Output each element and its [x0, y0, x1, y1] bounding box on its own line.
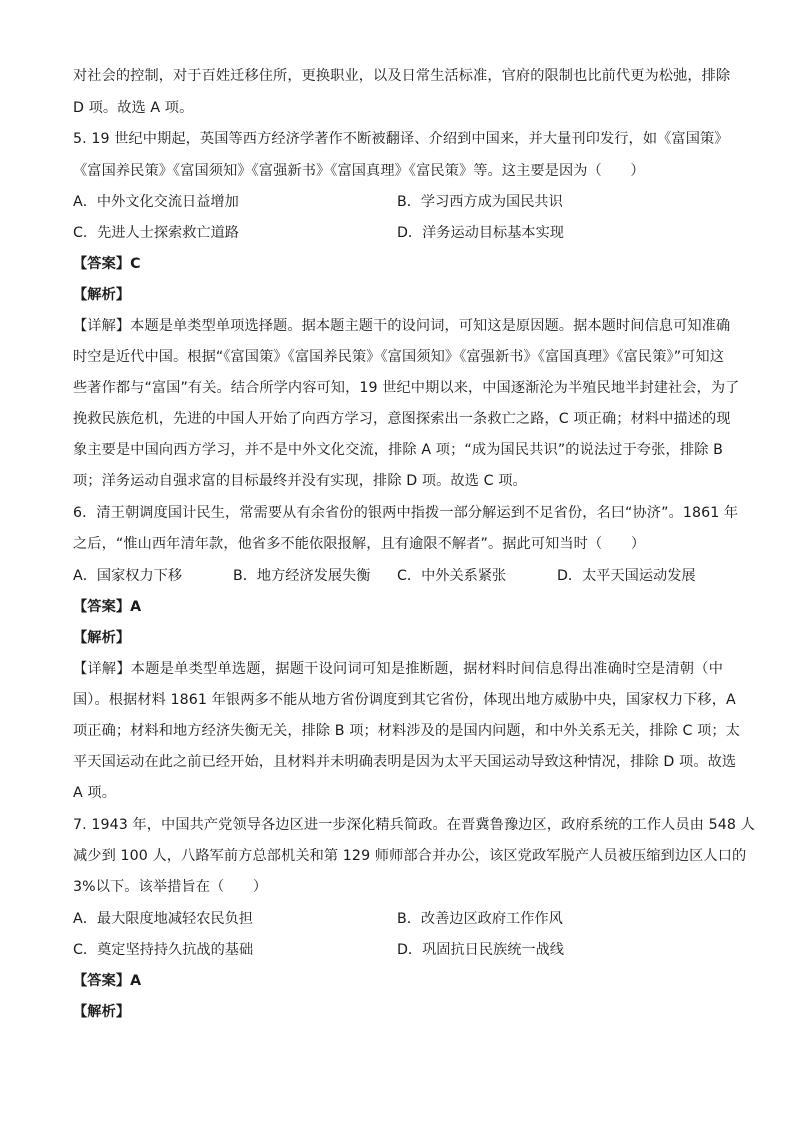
question-6-option-a: A．国家权力下移 [73, 568, 183, 584]
question-5-answer: 【答案】C [73, 256, 141, 272]
question-6-option-c: C．中外关系紧张 [397, 568, 507, 584]
question-6-answer: 【答案】A [73, 599, 142, 615]
question-7-option-c: C．奠定坚持持久抗战的基础 [73, 942, 254, 958]
question-5-detail-line: 些著作都与“富国”有关。结合所学内容可知，19 世纪中期以来，中国逐渐沦为半殖民地半封建社会，为了 [73, 380, 740, 396]
question-6-detail-line: A 项。 [73, 785, 116, 801]
question-5-stem: 5. 19 世纪中期起，英国等西方经济学著作不断被翻译、介绍到中国来，并大量刊印发行，如《富国策》 [73, 131, 729, 147]
question-5-option-d: D．洋务运动目标基本实现 [397, 225, 564, 241]
question-7-option-b: B．改善边区政府工作作风 [397, 911, 563, 927]
question-6-detail-line: 平天国运动在此之前已经开始，且材料并未明确表明是因为太平天国运动导致这种情况，排除 D 项。故选 [73, 754, 737, 770]
question-6-stem: 6．清王朝调度国计民生，常需要从有余省份的银两中指拨一部分解运到不足省份，名曰“协济”。1861 年 [73, 505, 739, 521]
question-7-stem: 减少到 100 人，八路军前方总部机关和第 129 师师部合并办公，该区党政军脱产人员被压缩到边区人口的 [73, 848, 747, 864]
question-5-analysis-label: 【解析】 [73, 287, 131, 303]
question-7-answer: 【答案】A [73, 973, 142, 989]
question-7-analysis-label: 【解析】 [73, 1004, 131, 1020]
question-6-analysis-label: 【解析】 [73, 630, 131, 646]
question-5-detail-line: 【详解】本题是单类型单项选择题。据本题主题干的设问词，可知这是原因题。据本题时间信息可知准确 [73, 318, 731, 334]
question-6-detail-line: 国）。根据材料 1861 年银两多不能从地方省份调度到其它省份，体现出地方威胁中央，国家权力下移，A [73, 692, 736, 708]
question-7-option-d: D．巩固抗日民族统一战线 [397, 942, 564, 958]
question-5-detail-line: 项；洋务运动自强求富的目标最终并没有实现，排除 D 项。故选 C 项。 [73, 473, 527, 489]
question-7-stem: 3%以下。该举措旨在（ ） [73, 879, 268, 895]
question-5-option-a: A．中外文化交流日益增加 [73, 194, 239, 210]
question-6-option-b: B．地方经济发展失衡 [233, 568, 371, 584]
question-6-stem: 之后，“惟山西年清年款，他省多不能依限报解，且有逾限不解者”。据此可知当时（ ） [73, 536, 646, 552]
question-7-option-a: A．最大限度地减轻农民负担 [73, 911, 253, 927]
question-5-stem: 《富国养民策》《富国须知》《富强新书》《富国真理》《富民策》等。这主要是因为（ ） [73, 163, 645, 179]
question-7-stem: 7. 1943 年，中国共产党领导各边区进一步深化精兵简政。在晋冀鲁豫边区，政府系统的工作人员由 548 人 [73, 817, 755, 833]
question-5-detail-line: 象主要是中国向西方学习，并不是中外文化交流，排除 A 项；“成为国民共识”的说法过于夸张，排除 B [73, 442, 723, 458]
question-5-detail-line: 挽救民族危机，先进的中国人开始了向西方学习，意图探索出一条救亡之路，C 项正确；材料中描述的现 [73, 411, 731, 427]
question-5-option-c: C．先进人士探索救亡道路 [73, 225, 239, 241]
prev-explanation-line: D 项。故选 A 项。 [73, 100, 194, 116]
question-6-option-d: D．太平天国运动发展 [557, 568, 696, 584]
question-5-detail-line: 时空是近代中国。根据“《富国策》《富国养民策》《富国须知》《富强新书》《富国真理》《富民策》”可知这 [73, 349, 725, 365]
question-6-detail-line: 【详解】本题是单类型单选题，据题干设问词可知是推断题，据材料时间信息得出准确时空是清朝（中 [73, 661, 723, 677]
question-6-detail-line: 项正确；材料和地方经济失衡无关，排除 B 项；材料涉及的是国内问题，和中外关系无关，排除 C 项；太 [73, 723, 740, 739]
prev-explanation-line: 对社会的控制，对于百姓迁移住所，更换职业，以及日常生活标准，官府的限制也比前代更为松弛，排除 [73, 68, 731, 84]
question-5-option-b: B．学习西方成为国民共识 [397, 194, 563, 210]
